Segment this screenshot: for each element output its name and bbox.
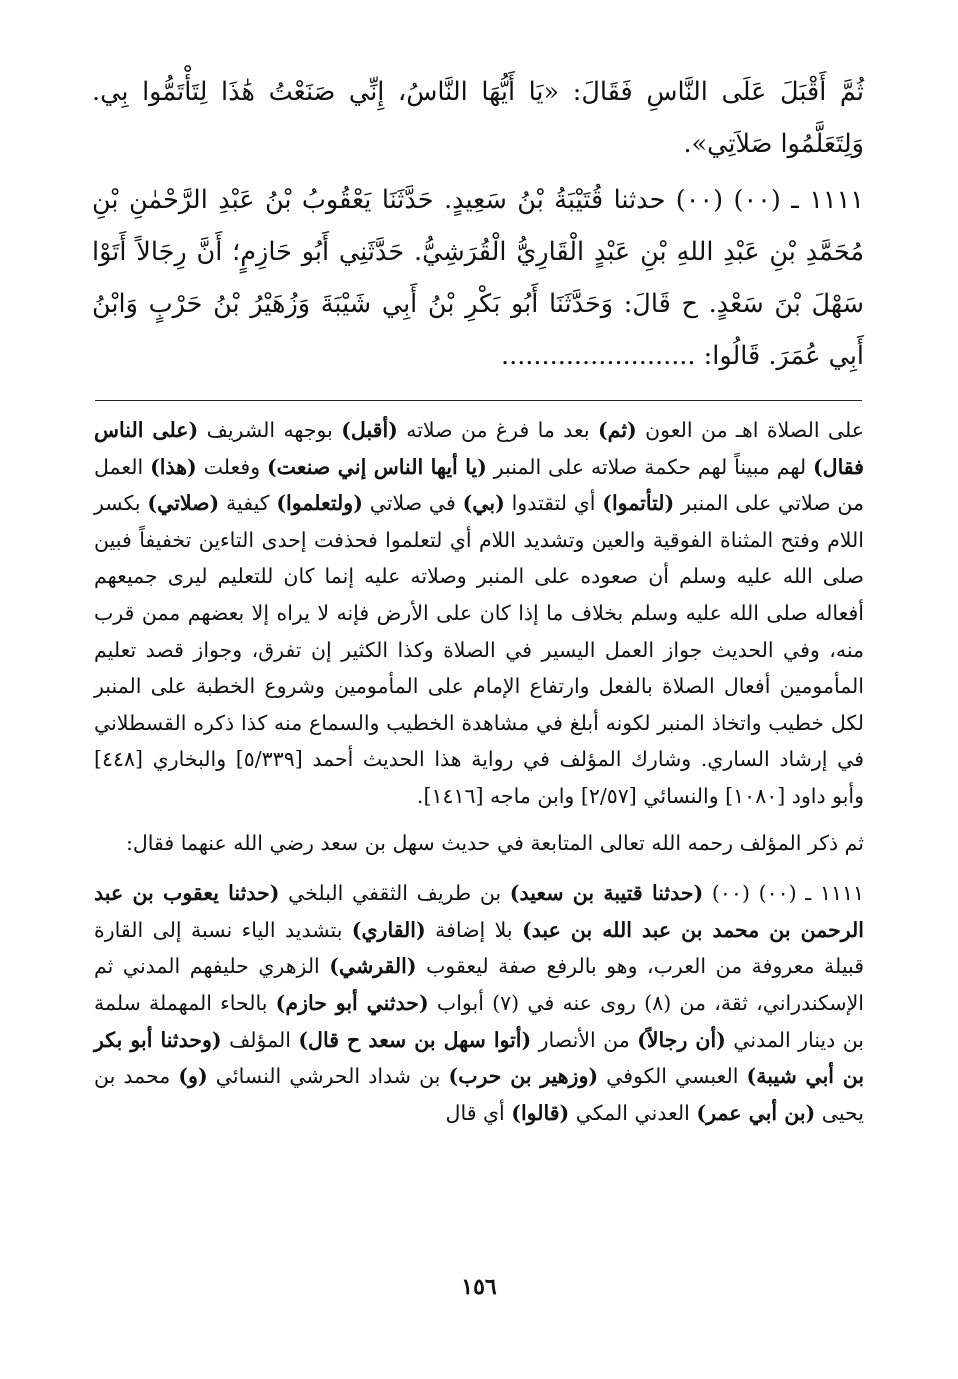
bold-quoted-text: (يا أيها الناس إني صنعت) [266,454,487,479]
bold-quoted-text: (ولتعلموا) [276,491,363,516]
commentary-text-run: بالحاء المهملة سلمة بن دينار المدني [94,990,864,1052]
bold-quoted-text: (هذا) [150,454,197,479]
bold-quoted-text: (حدثنا يعقوب بن عبد الرحمن بن محمد بن عبد الله بن عبد) [94,881,864,942]
hadith-paragraph-2 [92,174,864,382]
bold-quoted-text: (أتوا سهل بن سعد ح قال) [298,1027,532,1052]
commentary-paragraph [94,875,864,1131]
commentary-text-run: ثم ذكر المؤلف رحمه الله تعالى المتابعة في حديث سهل بن سعد رضي الله عنهما فقال: [126,830,864,855]
bold-quoted-text: (بي) [462,491,505,516]
commentary-text-run: العدني المكي [569,1100,697,1125]
commentary-text-run: كيفية [219,491,277,516]
footnote-divider [95,400,862,401]
bold-quoted-text: (على الناس فقال) [94,418,864,479]
commentary-paragraph [94,412,864,815]
commentary-text-run: محمد بن يحيى [94,1064,864,1125]
bold-quoted-text: (لتأتموا) [602,491,675,516]
commentary-text-run: بتشديد الياء نسبة إلى القارة قبيلة معروفة من العرب، وهو بالرفع صفة ليعقوب [94,917,864,979]
continuation-dots: ........................ [500,341,696,371]
commentary-text-run: وفعلت [196,454,267,479]
commentary-text [94,412,864,1131]
commentary-text-run: المؤلف [221,1027,299,1052]
bold-quoted-text: (أقبل) [341,418,398,442]
commentary-text-run: ١١١١ ـ (٠٠) (٠٠) [703,881,864,906]
commentary-text-run: العبسي الكوفي [598,1064,747,1089]
bold-quoted-text: (قالوا) [511,1100,570,1125]
bold-quoted-text: (ثم) [597,418,637,442]
bold-quoted-text: (صلاتي) [147,491,220,516]
commentary-text-run: الزهري حليفهم المدني ثم الإسكندراني، ثقة، من (٨) روى عنه في (٧) أبواب [94,954,864,1015]
bold-quoted-text: (بن أبي عمر) [696,1100,816,1125]
commentary-text-run: العمل من صلاتي على المنبر [94,454,864,516]
commentary-text-run: بعد ما فرغ من صلاته [397,418,598,442]
bold-quoted-text: (حدثني أبو حازم) [275,990,429,1015]
commentary-text-run: أي قال [445,1100,512,1125]
commentary-text-run: على الصلاة اهـ من العون [636,418,865,442]
commentary-text-run: بوجهه الشريف [198,418,342,442]
commentary-text-run: أي لتقتدوا [504,491,603,516]
bold-quoted-text: (حدثنا قتيبة بن سعيد) [509,881,704,906]
hadith-paragraph-1: ثُمَّ أَقْبَلَ عَلَى النَّاسِ فَقَالَ: «يَا أَيُّهَا النَّاسُ، إِنِّي صَنَعْتُ هَٰذَا لِتَأْتَمُّوا بِي. وَلِتَعَلَّمُوا صَلاَتِي». [92,77,864,159]
commentary-text-run: بكسر اللام وفتح المثناة الفوقية والعين وتشديد اللام أي لتعلموا فحذفت إحدى التاءين تخفيفاً فبين صلى الله عليه وسلم أن صعوده على المنبر وصلاته عليه إنما كان للتعليم ليرى جميعهم أفعاله صلى الله عليه وسلم بخلاف ما إذا كان على الأرض فإنه لا يراه إلا بعضهم ممن قرب منه، وفي الحديث جواز العمل اليسير في الصلاة وكذا الكثير إن تفرق، وجواز قصد تعليم المأمومين أفعال الصلاة بالفعل وارتفاع الإمام على المأمومين وشروع الخطبة على المنبر لكل خطيب واتخاذ المنبر لكونه أبلغ في مشاهدة الخطيب والسماع منه كذا ذكره القسطلاني في إرشاد الساري. وشارك المؤلف في رواية هذا الحديث أحمد [٥/٣٣٩] والبخاري [٤٤٨] وأبو داود [١٠٨٠] والنسائي [٢/٥٧] وابن ماجه [١٤١٦]. [94,491,864,808]
bold-quoted-text: (و) [178,1064,208,1089]
hadith-text [92,66,864,382]
bold-quoted-text: (القاري) [351,917,426,942]
hadith-isnad: ١١١١ ـ (٠٠) (٠٠) حدثنا قُتَيْبَةُ بْنُ سَعِيدٍ. حَدَّثَنَا يَعْقُوبُ بْنُ عَبْدِ الرَّحْمٰنِ بْنِ مُحَمَّدِ بْنِ عَبْدِ اللهِ بْنِ عَبْدٍ الْقَارِيُّ الْقُرَشِيُّ. حَدَّثَنِي أَبُو حَازِمٍ؛ أَنَّ رِجَالاً أَتَوْا سَهْلَ بْنَ سَعْدٍ. ح قَالَ: وَحَدَّثَنَا أَبُو بَكْرِ بْنُ أَبِي شَيْبَةَ وَزُهَيْرُ بْنُ حَرْبٍ وَابْنُ أَبِي عُمَرَ. قَالُوا: [92,185,864,371]
bold-quoted-text: (القرشي) [329,954,417,979]
commentary-paragraph [94,825,864,862]
bold-quoted-text: (أن رجالاً) [637,1027,726,1052]
commentary-text-run: بن طريف الثقفي البلخي [279,881,510,906]
bold-quoted-text: (وحدثنا أبو بكر بن أبي شيبة) [94,1027,865,1089]
commentary-text-run: في صلاتي [362,491,463,516]
commentary-text-run: من الأنصار [531,1027,638,1052]
page-number: ١٥٦ [461,1274,497,1300]
bold-quoted-text: (وزهير بن حرب) [448,1064,599,1089]
commentary-text-run: بلا إضافة [425,917,522,942]
commentary-text-run: لهم مبيناً لهم حكمة صلاته على المنبر [486,454,813,479]
commentary-text-run: بن شداد الحرشي النسائي [207,1064,449,1089]
